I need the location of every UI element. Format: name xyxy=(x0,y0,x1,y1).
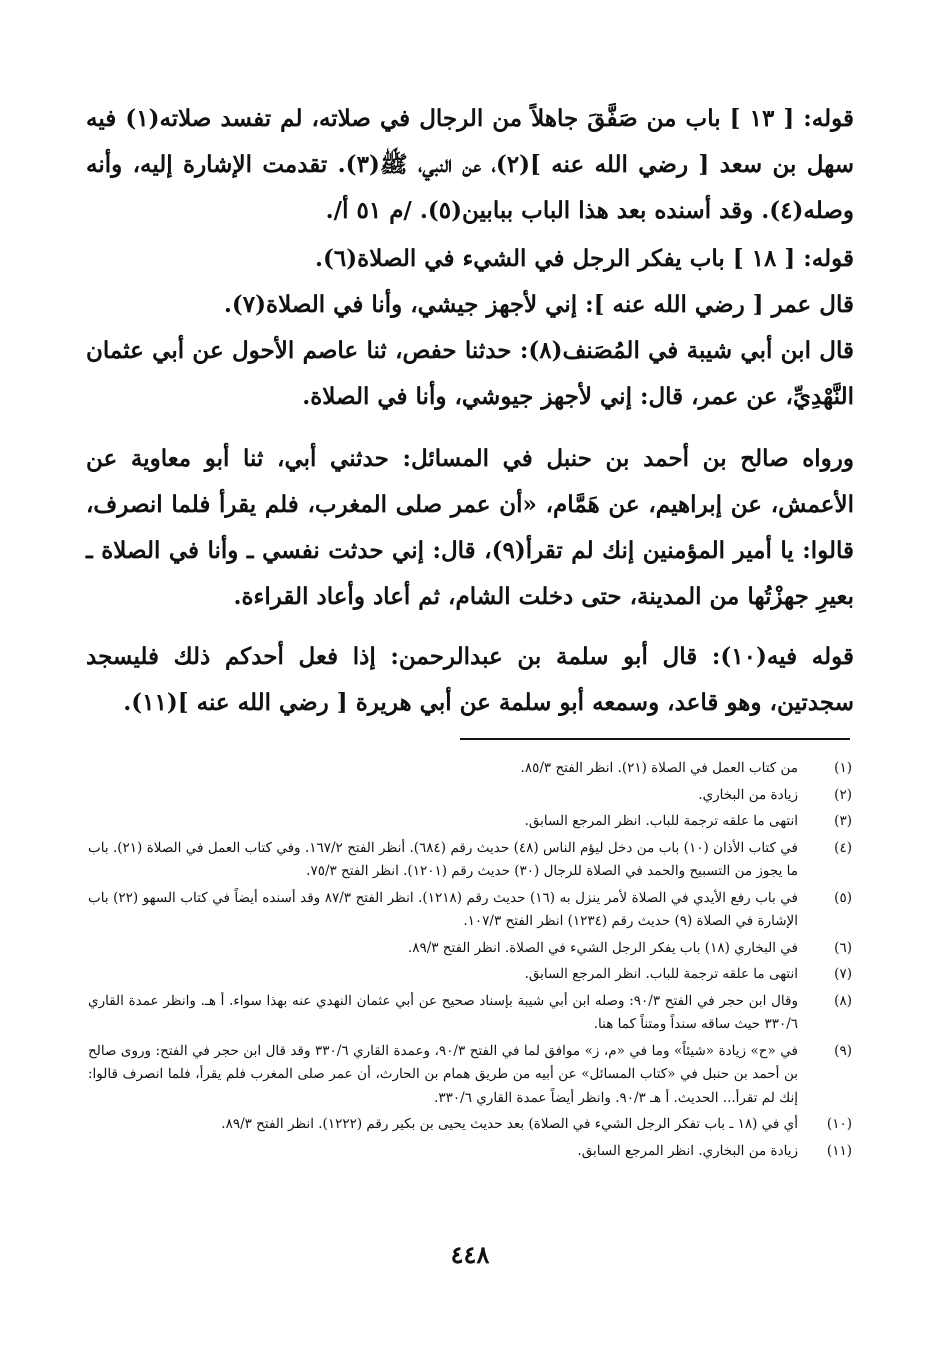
footnote-number: (٨) xyxy=(834,992,852,1009)
footnote-item xyxy=(88,810,852,834)
footnote-text: من كتاب العمل في الصلاة (٢١). انظر الفتح ٨٥/٣. xyxy=(520,760,798,776)
footnote-text: في باب رفع الأيدي في الصلاة لأمر ينزل به (١٦) حديث رقم (١٢١٨). انظر الفتح ٨٧/٣ وقد أسنده أيضاً في كتاب السهو (٢٢) باب الإشارة في الصلاة (٩) حديث رقم (١٢٣٤) انظر الفتح ١٠٧/٣. xyxy=(88,889,799,929)
footnote-item xyxy=(88,937,852,961)
footnote-number: (٢) xyxy=(834,786,852,803)
footnote-text: انتهى ما علقه ترجمة للباب. انظر المرجع السابق. xyxy=(524,813,798,829)
footnote-item xyxy=(88,887,852,934)
footnote-text: في كتاب الأذان (١٠) باب من دخل ليؤم الناس (٤٨) حديث رقم (٦٨٤). أنظر الفتح ١٦٧/٢. وفي كتاب العمل في الصلاة (٢١). باب ما يجوز من التسبيح والحمد في الصلاة للرجال (٣٠) حديث رقم (١٢٠١). انظر الفتح ٧٥/٣. xyxy=(88,839,799,879)
footnote-number: (١) xyxy=(834,760,852,776)
footnote-text: زيادة من البخاري. انظر المرجع السابق. xyxy=(577,1142,798,1159)
footnote-text: وقال ابن حجر في الفتح ٩٠/٣: وصله ابن أبي شيبة بإسناد صحيح عن أبي عثمان النهدي عنه بهذا سواء. أ هـ. وانظر عمدة القاري ٣٣٠/٦ حيث ساقه سنداً ومتناً كما هنا. xyxy=(88,992,798,1032)
footnote-number: (٥) xyxy=(834,889,852,906)
paragraph-bab-18: قوله: [ ١٨ ] باب يفكر الرجل في الشيء في الصلاة(٦). xyxy=(315,245,854,272)
paragraph-salih-narration: ورواه صالح بن أحمد بن حنبل في المسائل: حدثني أبي، ثنا أبو معاوية عن الأعمش، عن إبراهيم، عن هَمَّام، «أن عمر صلى المغرب، فلم يقرأ فلما انصرف، قالوا: يا أمير المؤمنين إنك لم تقرأ(٩)، قال: إني حدثت نفسي ـ وأنا في الصلاة ـ بعيرِ جهزْتُها من المدينة، حتى دخلت الشام، ثم أعاد وأعاد القراءة. xyxy=(86,445,855,610)
footnote-text: في «ح» زيادة «شيئاً» وما في «م، ز» موافق لما في الفتح ٩٠/٣، وعمدة القاري ٣٣٠/٦ وقد قال ابن حجر في الفتح: وروى صالح بن أحمد بن حنبل في «كتاب المسائل» عن أبيه من طريق همام بن الحارث، أن عمر صلى المغرب فلم يقرأ، فلما انصرف قالوا: إنك لم تقرأ... الحديث. أ هـ ٩٠/٣. وانظر أيضاً عمدة القاري ٣٣٠/٦. xyxy=(88,1042,798,1106)
footnote-number: (٧) xyxy=(834,966,852,982)
footnote-item xyxy=(88,1140,852,1164)
paragraph-umar-quote: قال عمر [ رضي الله عنه ]: إني لأجهز جيشي، وأنا في الصلاة(٧). xyxy=(223,291,854,318)
footnote-number: (٦) xyxy=(834,939,852,956)
footnote-number: (١٠) xyxy=(826,1116,852,1132)
footnote-number: (٤) xyxy=(834,839,852,856)
footnote-text: انتهى ما علقه ترجمة للباب. انظر المرجع السابق. xyxy=(524,966,798,982)
page-number: ٤٤٨ xyxy=(450,1240,490,1269)
footnote-item xyxy=(88,1040,852,1111)
footnote-number: (٩) xyxy=(834,1042,852,1059)
footnote-item xyxy=(88,990,852,1037)
footnote-text: زيادة من البخاري. xyxy=(698,786,798,803)
paragraph-ibn-abi-shaybah: قال ابن أبي شيبة في المُصَنف(٨): حدثنا حفص، ثنا عاصم الأحول عن أبي عثمان النَّهْدِيِّ، عن عمر، قال: إني لأجهز جيوشي، وأنا في الصلاة. xyxy=(86,337,854,410)
footnote-item xyxy=(88,963,852,987)
footnote-divider xyxy=(460,738,850,740)
footnote-item xyxy=(88,837,852,884)
footnote-text: في البخاري (١٨) باب يفكر الرجل الشيء في الصلاة. انظر الفتح ٨٩/٣. xyxy=(407,939,798,956)
footnote-text: أي في (١٨ ـ باب تفكر الرجل الشيء في الصلاة) بعد حديث يحيى بن بكير رقم (١٢٢٢). انظر الفتح ٨٩/٣. xyxy=(221,1116,798,1132)
footnote-number: (٣) xyxy=(834,813,852,829)
footnote-item xyxy=(88,784,852,808)
footnote-item xyxy=(88,1113,852,1137)
footnote-number: (١١) xyxy=(826,1142,852,1159)
footnotes-list xyxy=(88,757,852,1166)
paragraph-bab-13: قوله: [ ١٣ ] باب من صَفَّقَ جاهلاً من الرجال في صلاته، لم تفسد صلاته(١) فيه سهل بن سعد [ رضي الله عنه ](٢)، عن النبي، ﷺ(٣). تقدمت الإشارة إليه، وأنه وصله(٤). وقد أسنده بعد هذا الباب ببابين(٥). /م ٥١ أ/. xyxy=(86,105,854,224)
paragraph-abu-salamah: قوله فيه(١٠): قال أبو سلمة بن عبدالرحمن: إذا فعل أحدكم ذلك فليسجد سجدتين، وهو قاعد، وسمعه أبو سلمة عن أبي هريرة [ رضي الله عنه ](١١). xyxy=(86,643,854,716)
footnote-item xyxy=(88,757,852,781)
